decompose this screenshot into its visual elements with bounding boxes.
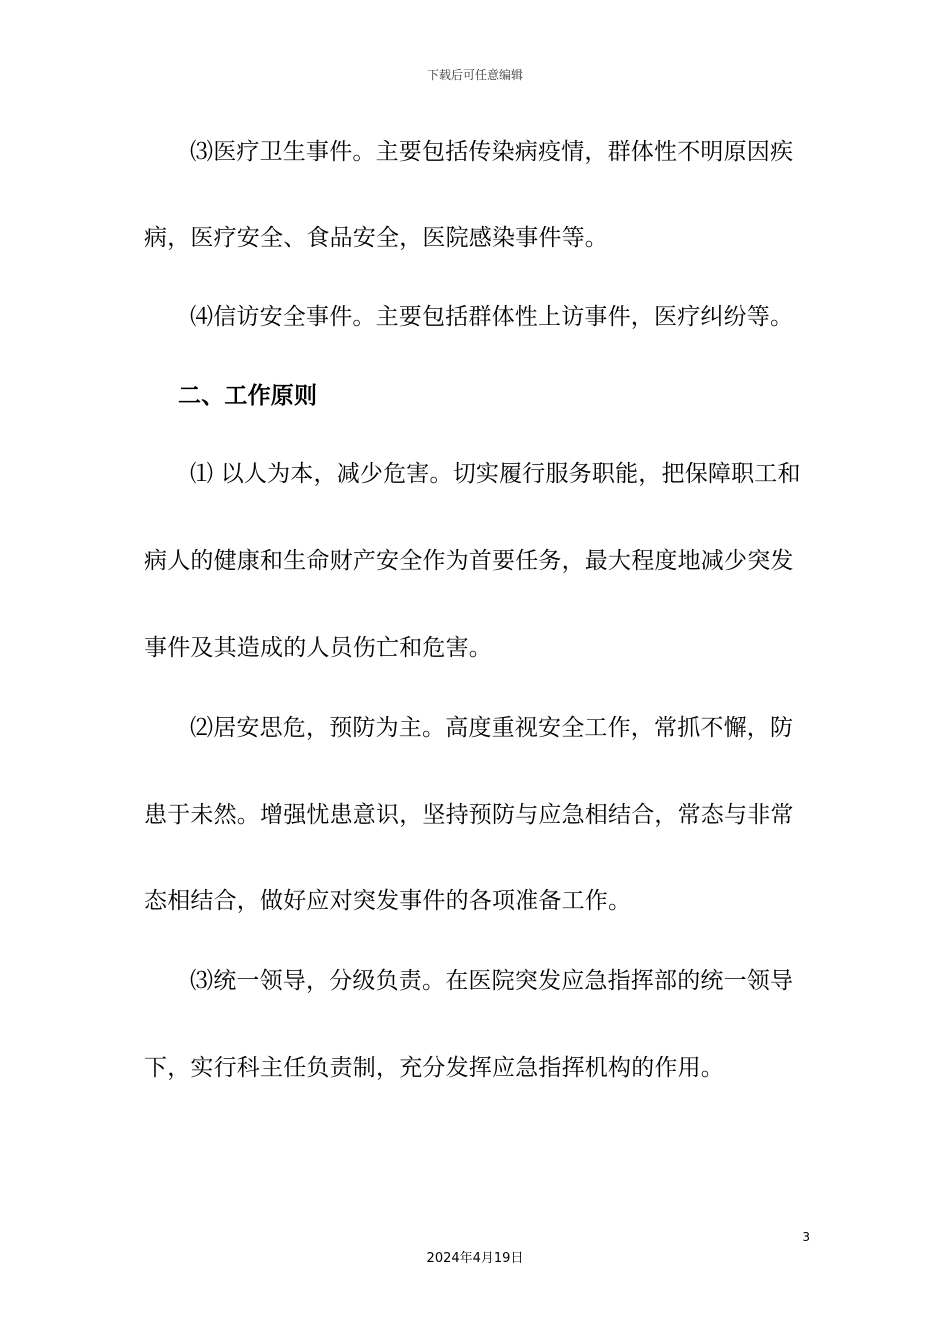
paragraph-line: ⑵居安思危，预防为主。高度重视安全工作，常抓不懈，防	[190, 715, 794, 741]
page-number: 3	[802, 1230, 810, 1244]
paragraph-line: 病，医疗安全、食品安全，医院感染事件等。	[144, 225, 608, 251]
paragraph-line: 下，实行科主任负责制，充分发挥应急指挥机构的作用。	[144, 1055, 724, 1081]
paragraph-line: ⑷信访安全事件。主要包括群体性上访事件，医疗纠纷等。	[190, 304, 794, 330]
paragraph-line: 患于未然。增强忧患意识，坚持预防与应急相结合，常态与非常	[144, 802, 794, 828]
paragraph-line: 事件及其造成的人员伤亡和危害。	[144, 635, 492, 661]
paragraph-line: 病人的健康和生命财产安全作为首要任务，最大程度地减少突发	[144, 548, 794, 574]
paragraph-line: 态相结合，做好应对突发事件的各项准备工作。	[144, 888, 632, 914]
paragraph-line: ⑶统一领导，分级负责。在医院突发应急指挥部的统一领导	[190, 968, 794, 994]
paragraph-line: ⑶医疗卫生事件。主要包括传染病疫情，群体性不明原因疾	[190, 139, 794, 165]
paragraph-line: ⑴ 以人为本，减少危害。切实履行服务职能，把保障职工和	[190, 461, 801, 487]
section-heading: 二、工作原则	[178, 383, 318, 409]
footer-date: 2024年4月19日	[426, 1251, 524, 1266]
page-header: 下载后可任意编辑	[426, 68, 523, 82]
